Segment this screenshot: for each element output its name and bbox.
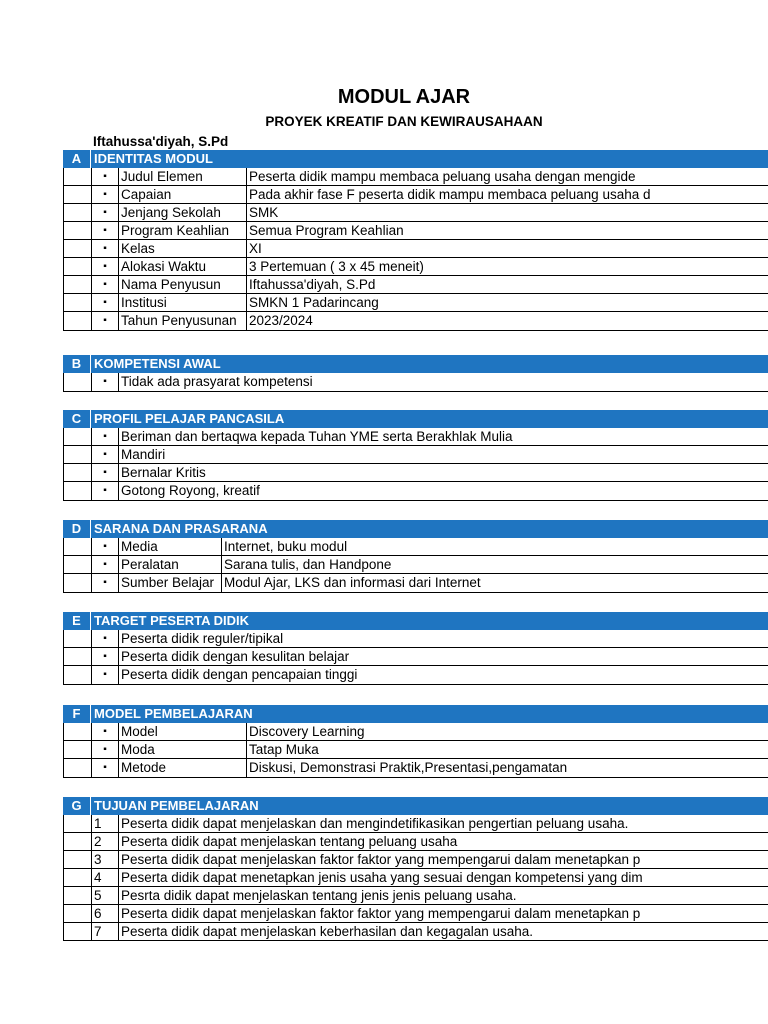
section-rows [63, 630, 768, 685]
section-rows [63, 168, 768, 331]
bullet-icon: ▪ [91, 446, 118, 464]
bullet-icon: ▪ [91, 759, 118, 777]
list-item-text: Beriman dan bertaqwa kepada Tuhan YME serta Berakhlak Mulia [118, 428, 768, 446]
row-label: Kelas [118, 240, 246, 258]
row-value: Sarana tulis, dan Handpone [221, 556, 768, 574]
bullet-icon: ▪ [91, 741, 118, 759]
bullet-icon: ▪ [91, 723, 118, 741]
list-item-text: Pesrta didik dapat menjelaskan tentang jenis jenis peluang usaha. [118, 887, 768, 905]
section-sarana-dan-prasarana [63, 520, 768, 593]
list-item-text: Peserta didik dapat menjelaskan dan mengindetifikasikan pengertian peluang usaha. [118, 815, 768, 833]
row-label: Nama Penyusun [118, 276, 246, 294]
list-item-text: Peserta didik dengan kesulitan belajar [118, 648, 768, 666]
list-item-text: Peserta didik dapat menjelaskan tentang peluang usaha [118, 833, 768, 851]
row-value: SMK [246, 204, 768, 222]
section-letter: F [63, 705, 90, 723]
table-row [64, 222, 768, 240]
table-row [64, 723, 768, 741]
table-row [64, 538, 768, 556]
row-label: Model [118, 723, 246, 741]
table-row [64, 258, 768, 276]
section-rows [63, 538, 768, 593]
row-value: SMKN 1 Padarincang [246, 294, 768, 312]
list-item-text: Gotong Royong, kreatif [118, 482, 768, 500]
table-row [64, 168, 768, 186]
item-number: 3 [91, 851, 118, 869]
list-item [64, 464, 768, 482]
section-title: KOMPETENSI AWAL [91, 355, 768, 373]
row-value: Peserta didik mampu membaca peluang usaha dengan mengide [246, 168, 768, 186]
section-letter: B [63, 355, 90, 373]
row-label: Institusi [118, 294, 246, 312]
bullet-icon: ▪ [91, 222, 118, 240]
row-value: Iftahussa'diyah, S.Pd [246, 276, 768, 294]
row-label: Judul Elemen [118, 168, 246, 186]
row-value: Tatap Muka [246, 741, 768, 759]
bullet-icon: ▪ [91, 186, 118, 204]
list-item [64, 833, 768, 851]
section-letter: C [63, 410, 90, 428]
list-item [64, 923, 768, 941]
bullet-icon: ▪ [91, 574, 118, 592]
section-header [63, 705, 768, 723]
row-label: Capaian [118, 186, 246, 204]
row-label: Peralatan [118, 556, 221, 574]
section-rows [63, 373, 768, 392]
list-item [64, 815, 768, 833]
table-row [64, 759, 768, 777]
list-item-text: Tidak ada prasyarat kompetensi [118, 373, 768, 391]
bullet-icon: ▪ [91, 240, 118, 258]
row-value: 2023/2024 [246, 312, 768, 330]
item-number: 2 [91, 833, 118, 851]
table-row [64, 574, 768, 592]
list-item-text: Peserta didik reguler/tipikal [118, 630, 768, 648]
section-header [63, 410, 768, 428]
row-label: Sumber Belajar [118, 574, 221, 592]
section-header [63, 150, 768, 168]
table-row [64, 556, 768, 574]
list-item-text: Peserta didik dapat menjelaskan keberhasilan dan kegagalan usaha. [118, 923, 768, 941]
list-item [64, 648, 768, 666]
bullet-icon: ▪ [91, 538, 118, 556]
list-item [64, 482, 768, 500]
row-value: XI [246, 240, 768, 258]
item-number: 7 [91, 923, 118, 941]
list-item [64, 446, 768, 464]
row-label: Metode [118, 759, 246, 777]
bullet-icon: ▪ [91, 428, 118, 446]
table-row [64, 312, 768, 330]
table-row [64, 240, 768, 258]
section-header [63, 520, 768, 538]
section-model-pembelajaran [63, 705, 768, 778]
list-item-text: Mandiri [118, 446, 768, 464]
list-item [64, 869, 768, 887]
table-row [64, 204, 768, 222]
row-value: Internet, buku modul [221, 538, 768, 556]
item-number: 5 [91, 887, 118, 905]
list-item-text: Peserta didik dapat menetapkan jenis usaha yang sesuai dengan kompetensi yang dim [118, 869, 768, 887]
bullet-icon: ▪ [91, 312, 118, 330]
list-item [64, 851, 768, 869]
row-label: Tahun Penyusunan [118, 312, 246, 330]
section-title: IDENTITAS MODUL [91, 150, 768, 168]
row-label: Moda [118, 741, 246, 759]
section-letter: D [63, 520, 90, 538]
item-number: 6 [91, 905, 118, 923]
list-item [64, 373, 768, 391]
section-title: TUJUAN PEMBELAJARAN [91, 797, 768, 815]
row-value: Semua Program Keahlian [246, 222, 768, 240]
section-rows [63, 428, 768, 501]
section-header [63, 612, 768, 630]
bullet-icon: ▪ [91, 630, 118, 648]
list-item-text: Peserta didik dapat menjelaskan faktor faktor yang mempengarui dalam menetapkan p [118, 905, 768, 923]
bullet-icon: ▪ [91, 276, 118, 294]
row-label: Program Keahlian [118, 222, 246, 240]
bullet-icon: ▪ [91, 482, 118, 500]
list-item [64, 887, 768, 905]
list-item [64, 905, 768, 923]
section-identitas-modul [63, 150, 768, 331]
list-item-text: Bernalar Kritis [118, 464, 768, 482]
list-item [64, 630, 768, 648]
item-number: 4 [91, 869, 118, 887]
section-kompetensi-awal [63, 355, 768, 392]
bullet-icon: ▪ [91, 464, 118, 482]
section-profil-pelajar-pancasila [63, 410, 768, 501]
list-item-text: Peserta didik dengan pencapaian tinggi [118, 666, 768, 684]
section-tujuan-pembelajaran [63, 797, 768, 941]
section-letter: A [63, 150, 90, 168]
section-title: TARGET PESERTA DIDIK [91, 612, 768, 630]
section-letter: E [63, 612, 90, 630]
bullet-icon: ▪ [91, 373, 118, 391]
row-label: Alokasi Waktu [118, 258, 246, 276]
row-value: Modul Ajar, LKS dan informasi dari Internet [221, 574, 768, 592]
section-letter: G [63, 797, 90, 815]
table-row [64, 276, 768, 294]
bullet-icon: ▪ [91, 258, 118, 276]
section-title: MODEL PEMBELAJARAN [91, 705, 768, 723]
row-value: Diskusi, Demonstrasi Praktik,Presentasi,pengamatan [246, 759, 768, 777]
list-item-text: Peserta didik dapat menjelaskan faktor faktor yang mempengarui dalam menetapkan p [118, 851, 768, 869]
section-rows [63, 815, 768, 941]
list-item [64, 666, 768, 684]
section-title: SARANA DAN PRASARANA [91, 520, 768, 538]
list-item [64, 428, 768, 446]
table-row [64, 741, 768, 759]
bullet-icon: ▪ [91, 556, 118, 574]
table-row [64, 186, 768, 204]
author-name: Iftahussa'diyah, S.Pd [93, 134, 229, 149]
bullet-icon: ▪ [91, 648, 118, 666]
bullet-icon: ▪ [91, 204, 118, 222]
document-title: MODUL AJAR [337, 86, 471, 108]
section-target-peserta-didik [63, 612, 768, 685]
section-title: PROFIL PELAJAR PANCASILA [91, 410, 768, 428]
bullet-icon: ▪ [91, 294, 118, 312]
item-number: 1 [91, 815, 118, 833]
row-label: Media [118, 538, 221, 556]
bullet-icon: ▪ [91, 666, 118, 684]
bullet-icon: ▪ [91, 168, 118, 186]
section-header [63, 797, 768, 815]
document-subtitle: PROYEK KREATIF DAN KEWIRAUSAHAAN [265, 114, 543, 129]
section-header [63, 355, 768, 373]
row-label: Jenjang Sekolah [118, 204, 246, 222]
row-value: Pada akhir fase F peserta didik mampu membaca peluang usaha d [246, 186, 768, 204]
table-row [64, 294, 768, 312]
row-value: 3 Pertemuan ( 3 x 45 meneit) [246, 258, 768, 276]
section-rows [63, 723, 768, 778]
row-value: Discovery Learning [246, 723, 768, 741]
